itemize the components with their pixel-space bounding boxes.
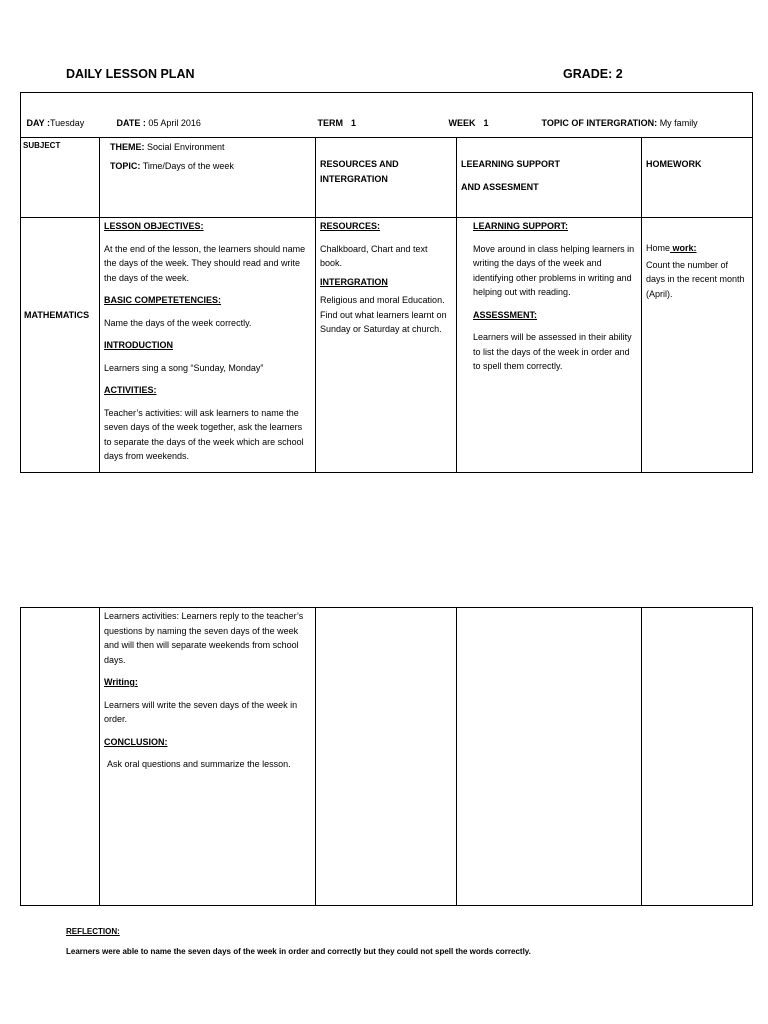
info-row [21,93,753,138]
column-header-row [21,138,753,218]
reflection-heading: REFLECTION: [66,927,120,936]
assessment-text: Learners will be assessed in their ability to list the days of the week in order and to spell them correctly. [473,332,632,371]
term-field: TERM 1 [317,117,357,128]
competencies-text: Name the days of the week correctly. [104,317,252,328]
continued-resources-cell [316,608,457,906]
grade-label: GRADE: 2 [563,67,623,81]
homework-text: Count the number of days in the recent month (April). [646,259,745,299]
activities-text: Teacher’s activities: will ask learners to name the seven days of the week together, ask the learners to separate the days of the week which are school days from weekends. [104,407,304,461]
resources-text: Chalkboard, Chart and text book. [320,243,428,268]
introduction-text: Learners sing a song “Sunday, Monday” [104,362,264,373]
support-text: Move around in class helping learners in writing the days of the week and identifying other problems in writing and helping out with reading. [473,243,635,297]
lesson-plan-table [20,92,753,473]
continued-row [21,608,753,906]
support-cell [457,218,642,473]
homework-cell [642,218,753,473]
resources-header: RESOURCES AND INTERGRATION [316,138,457,218]
learner-activities-text: Learners activities: Learners reply to the teacher’s questions by naming the seven days of the week and will then will separate weekends from school days. [104,611,304,665]
writing-heading: Writing: [104,677,138,687]
integration-heading: INTERGRATION [320,276,388,287]
reflection-text: Learners were able to name the seven days of the week in order and correctly but they could not spell the words correctly. [66,947,531,956]
continued-activities-cell [100,608,316,906]
subject-value: MATHEMATICS [21,218,100,473]
week-field: WEEK 1 [448,117,489,128]
continued-table [20,607,753,906]
objectives-heading: LESSON OBJECTIVES: [104,221,204,231]
writing-text: Learners will write the seven days of the week in order. [104,699,298,724]
day-field: DAY :Tuesday [26,117,85,128]
resources-cell [316,218,457,473]
continued-subject-cell [21,608,100,906]
assessment-heading: ASSESSMENT: [473,309,538,320]
topic-integration-field: TOPIC OF INTERGRATION: My family [541,117,698,128]
conclusion-text: Ask oral questions and summarize the lesson. [107,759,291,769]
date-field: DATE : 05 April 2016 [116,117,201,128]
theme-topic-cell [100,138,316,218]
theme-line: THEME: Social Environment [110,142,225,152]
topic-line: TOPIC: Time/Days of the week [110,160,234,171]
objectives-cell [100,218,316,473]
page-title: DAILY LESSON PLAN [66,67,195,81]
support-heading: LEARNING SUPPORT: [473,221,569,231]
competencies-heading: BASIC COMPETETENCIES: [104,295,222,305]
conclusion-heading: CONCLUSION: [104,736,168,747]
continued-homework-cell [642,608,753,906]
resources-heading: RESOURCES: [320,221,381,231]
main-content-row [21,218,753,473]
subject-header: SUBJECT [21,138,100,218]
introduction-heading: INTRODUCTION [104,340,173,350]
objectives-text: At the end of the lesson, the learners should name the days of the week. They should read and write the days of the week. [104,243,306,283]
continued-support-cell [457,608,642,906]
homework-header: HOMEWORK [642,138,753,218]
activities-heading: ACTIVITIES: [104,385,157,395]
homework-label: Home work: [646,243,697,253]
support-header: LEEARNING SUPPORT AND ASSESMENT [457,138,642,218]
integration-text: Religious and moral Education. Find out what learners learnt on Sunday or Saturday at church. [320,295,447,334]
